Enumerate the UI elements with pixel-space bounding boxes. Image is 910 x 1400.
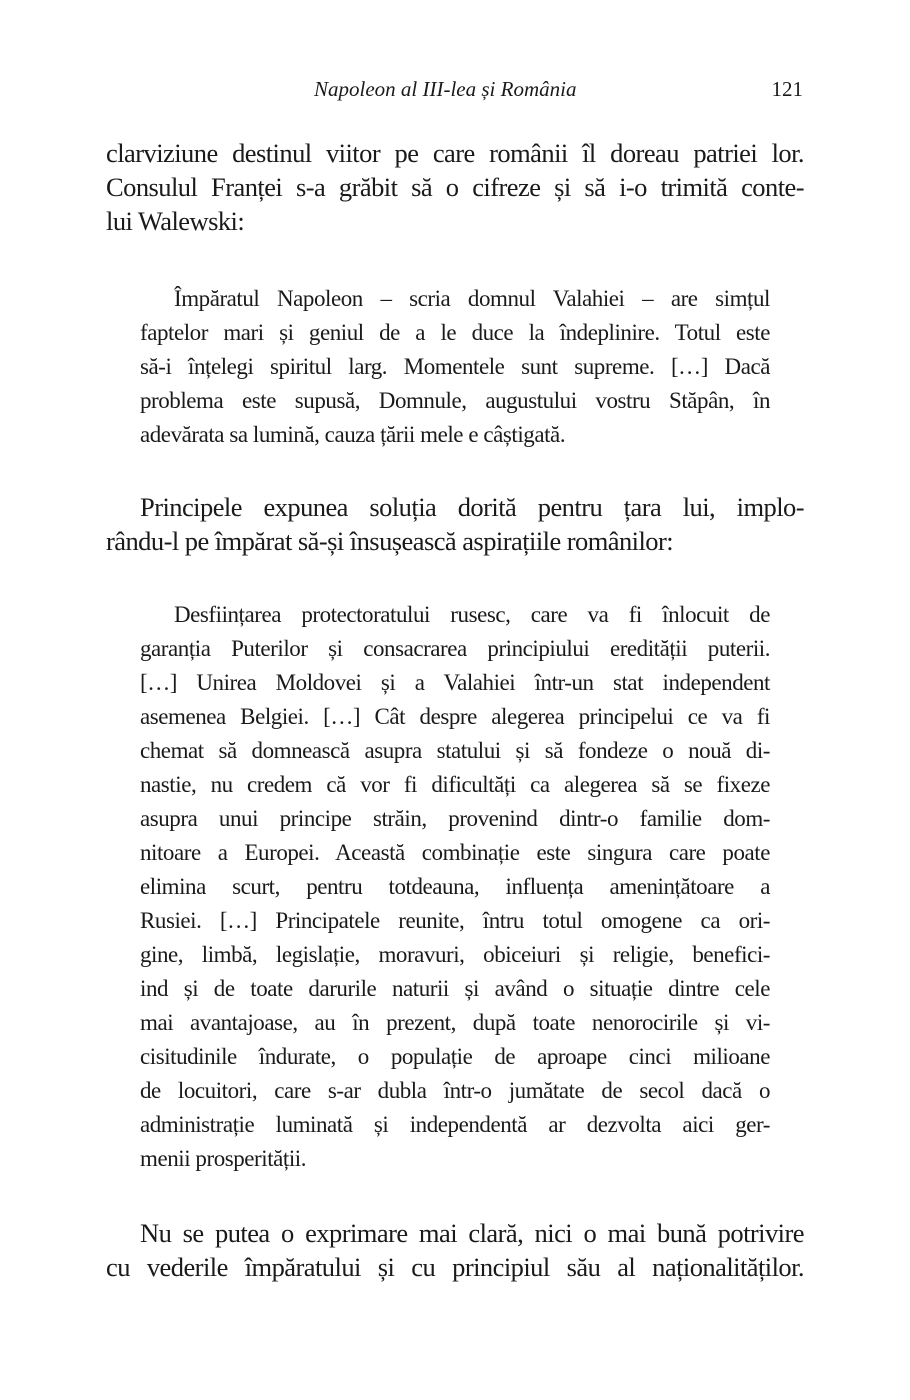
quote-line: adevărata sa lumină, cauza țării mele e câștigată. [140, 422, 566, 447]
quote-line: cisitudinile îndurate, o populație de aproape cinci milioane [140, 1044, 770, 1069]
text-line: Principele expunea soluția dorită pentru țara lui, implo- [140, 492, 804, 522]
quote-line: să-i înțelegi spiritul larg. Momentele sunt supreme. […] Dacă [140, 354, 770, 379]
quote-line: de locuitori, care s-ar dubla într-o jumătate de secol dacă o [140, 1078, 770, 1103]
text-line: cu vederile împăratului și cu principiul său al naționalităților. [106, 1252, 804, 1282]
quote-line: faptelor mari și geniul de a le duce la îndeplinire. Totul este [140, 320, 770, 345]
quote-line: menii prosperității. [140, 1146, 307, 1171]
text-line: clarviziune destinul viitor pe care românii îl doreau patriei lor. [106, 138, 804, 168]
quote-line: Împăratul Napoleon – scria domnul Valahiei – are simțul [174, 286, 770, 311]
page-number: 121 [771, 77, 803, 101]
running-title: Napoleon al III-lea și România [314, 77, 577, 101]
quote-line: mai avantajoase, au în prezent, după toate nenorocirile și vi- [140, 1010, 770, 1035]
quote-line: nastie, nu credem că vor fi dificultăți ca alegerea să se fixeze [140, 772, 770, 797]
quote-line: garanția Puterilor și consacrarea principiului eredității puterii. [140, 636, 770, 661]
quote-line: administrație luminată și independentă ar dezvolta aici ger- [140, 1112, 770, 1137]
quote-line: problema este supusă, Domnule, augustului vostru Stăpân, în [140, 388, 770, 413]
quote-line: asupra unui principe străin, provenind dintr-o familie dom- [140, 806, 770, 831]
quote-line: Desființarea protectoratului rusesc, care va fi înlocuit de [174, 602, 770, 627]
quote-line: asemenea Belgiei. […] Cât despre alegerea principelui ce va fi [140, 704, 770, 729]
quote-line: Rusiei. […] Principatele reunite, întru totul omogene ca ori- [140, 908, 770, 933]
running-header [0, 74, 910, 104]
quote-line: gine, limbă, legislație, moravuri, obiceiuri și religie, benefici- [140, 942, 770, 967]
quote-line: elimina scurt, pentru totdeauna, influența amenințătoare a [140, 874, 770, 899]
quote-line: ind și de toate darurile naturii și având o situație dintre cele [140, 976, 770, 1001]
quote-line: […] Unirea Moldovei și a Valahiei într-un stat independent [140, 670, 770, 695]
quote-line: chemat să domnească asupra statului și să fondeze o nouă di- [140, 738, 770, 763]
text-line: Consulul Franței s-a grăbit să o cifreze și să i-o trimită conte- [106, 172, 804, 202]
quote-line: nitoare a Europei. Această combinație este singura care poate [140, 840, 770, 865]
text-line: lui Walewski: [106, 206, 245, 236]
text-line: rându-l pe împărat să-și însușească aspirațiile românilor: [106, 526, 674, 556]
text-line: Nu se putea o exprimare mai clară, nici o mai bună potrivire [140, 1218, 804, 1248]
